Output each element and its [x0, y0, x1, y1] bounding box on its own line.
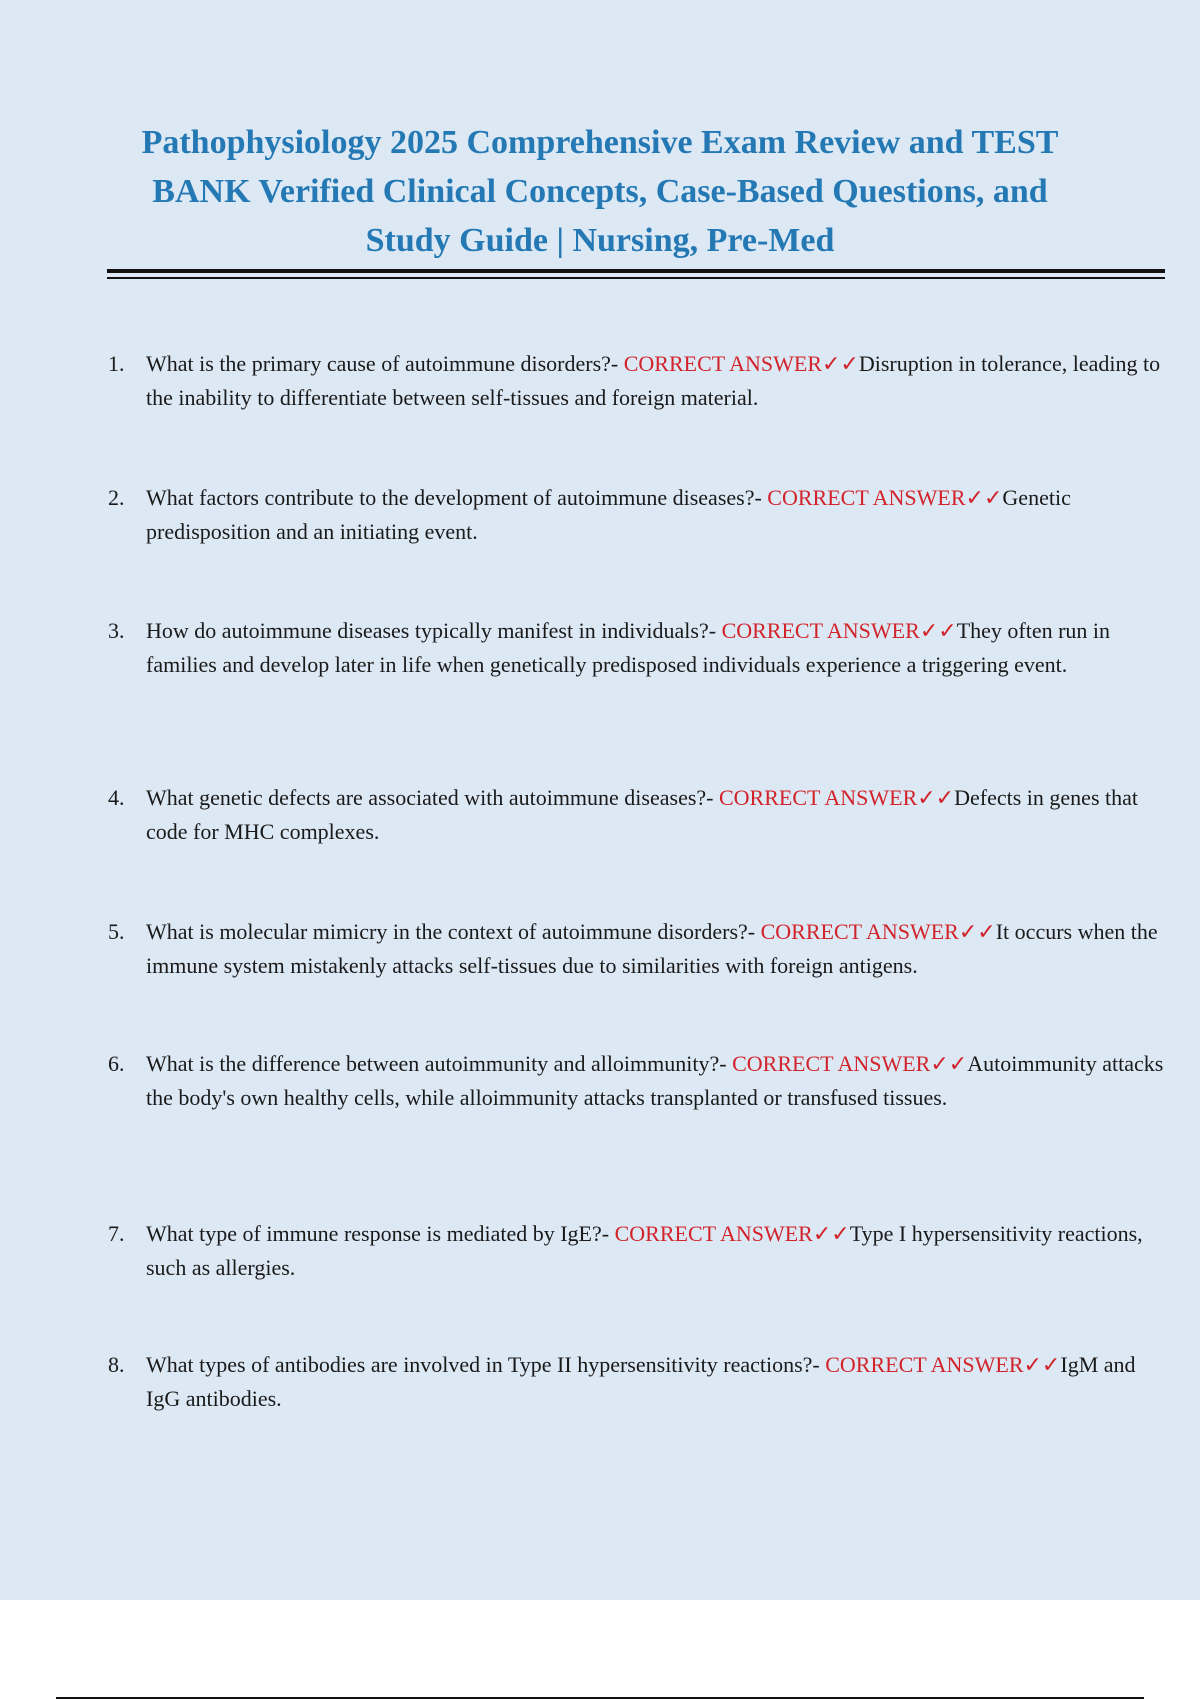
question-number: 6.: [108, 1051, 125, 1076]
question-number: 2.: [108, 485, 125, 510]
answer-text: IgM and IgG antibodies.: [146, 1352, 1136, 1411]
correct-answer-label: CORRECT ANSWER: [719, 785, 918, 810]
title-line-2: BANK Verified Clinical Concepts, Case-Based Questions, and: [152, 173, 1048, 210]
double-check-icon: ✓✓: [1023, 1352, 1061, 1377]
double-check-icon: ✓✓: [958, 919, 996, 944]
correct-answer-label: CORRECT ANSWER: [623, 351, 822, 376]
question-item-7: [108, 1217, 1170, 1285]
double-check-icon: ✓✓: [930, 1051, 968, 1076]
answer-text: Genetic predisposition and an initiating event.: [146, 485, 1071, 544]
question-number: 8.: [108, 1352, 125, 1377]
question-item-1: [108, 347, 1170, 415]
question-item-8: [108, 1348, 1170, 1416]
question-item-4: [108, 781, 1170, 849]
question-number: 4.: [108, 785, 125, 810]
question-text: How do autoimmune diseases typically manifest in individuals?-: [146, 618, 722, 643]
answer-text: Disruption in tolerance, leading to the inability to differentiate between self-tissues and foreign material.: [146, 351, 1161, 410]
answer-text: Type I hypersensitivity reactions, such as allergies.: [146, 1221, 1143, 1280]
correct-answer-label: CORRECT ANSWER: [721, 618, 920, 643]
question-number: 5.: [108, 919, 125, 944]
question-item-6: [108, 1047, 1170, 1115]
correct-answer-label: CORRECT ANSWER: [825, 1352, 1024, 1377]
correct-answer-label: CORRECT ANSWER: [614, 1221, 813, 1246]
page-footer-rule: [56, 1697, 1144, 1699]
question-item-3: [108, 614, 1170, 682]
correct-answer-label: CORRECT ANSWER: [760, 919, 959, 944]
answer-text: It occurs when the immune system mistakenly attacks self-tissues due to similarities with foreign antigens.: [146, 919, 1158, 978]
correct-answer-label: CORRECT ANSWER: [767, 485, 966, 510]
answer-text: Autoimmunity attacks the body's own healthy cells, while alloimmunity attacks transplanted or transfused tissues.: [146, 1051, 1164, 1110]
question-text: What genetic defects are associated with autoimmune diseases?-: [146, 785, 719, 810]
question-text: What is molecular mimicry in the context of autoimmune disorders?-: [146, 919, 761, 944]
question-text: What type of immune response is mediated by IgE?-: [146, 1221, 615, 1246]
question-number: 7.: [108, 1221, 125, 1246]
answer-text: Defects in genes that code for MHC complexes.: [146, 785, 1138, 844]
title-line-3: Study Guide | Nursing, Pre-Med: [365, 222, 835, 259]
question-text: What factors contribute to the development of autoimmune diseases?-: [146, 485, 768, 510]
question-item-2: [108, 481, 1170, 549]
double-check-icon: ✓✓: [917, 785, 955, 810]
title-line-1: Pathophysiology 2025 Comprehensive Exam Review and TEST: [141, 124, 1059, 161]
question-number: 3.: [108, 618, 125, 643]
double-check-icon: ✓✓: [822, 351, 859, 376]
question-number: 1.: [108, 351, 125, 376]
double-check-icon: ✓✓: [965, 485, 1003, 510]
question-text: What types of antibodies are involved in Type II hypersensitivity reactions?-: [146, 1352, 826, 1377]
double-check-icon: ✓✓: [812, 1221, 850, 1246]
answer-text: They often run in families and develop later in life when genetically predisposed individuals experience a triggering event.: [146, 618, 1111, 677]
correct-answer-label: CORRECT ANSWER: [732, 1051, 931, 1076]
question-text: What is the primary cause of autoimmune disorders?-: [146, 351, 624, 376]
question-text: What is the difference between autoimmunity and alloimmunity?-: [146, 1051, 733, 1076]
double-check-icon: ✓✓: [919, 618, 957, 643]
question-item-5: [108, 915, 1170, 983]
